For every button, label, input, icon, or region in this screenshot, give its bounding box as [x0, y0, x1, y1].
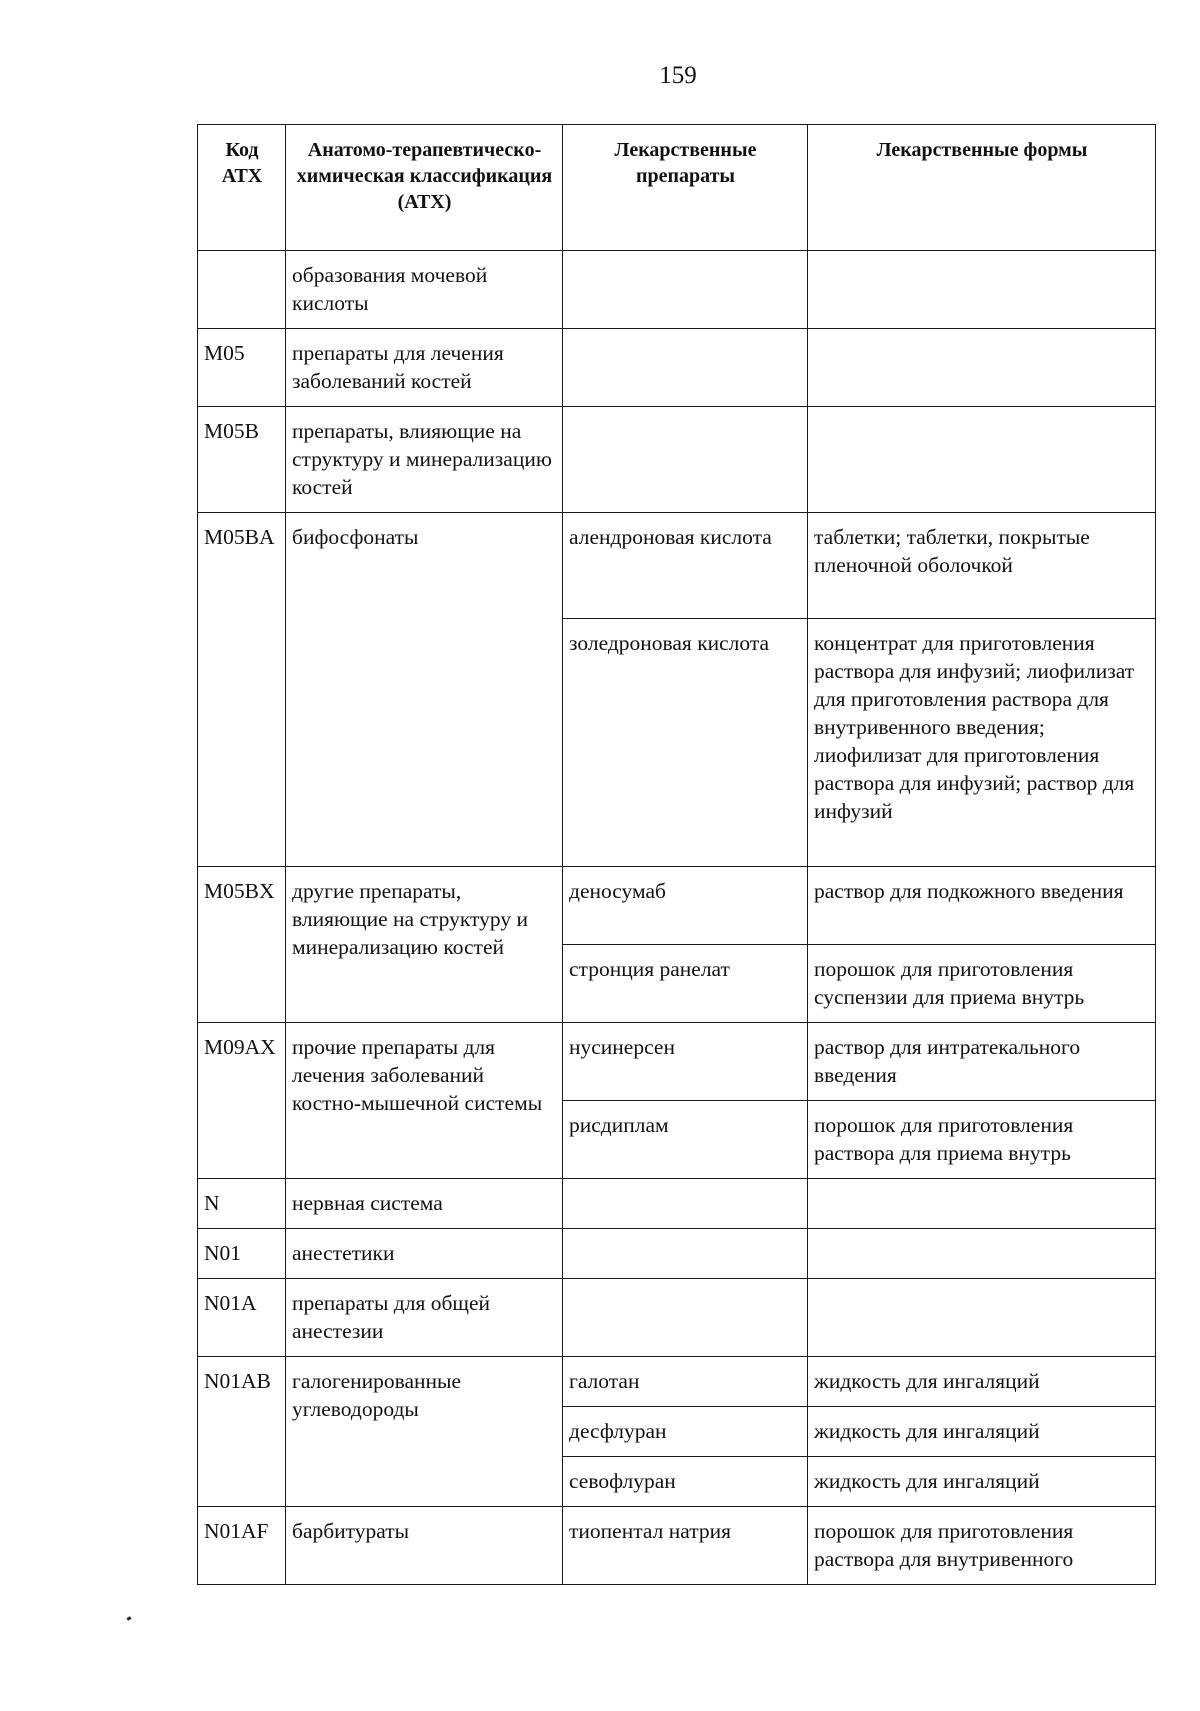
cell-drugs: деносумаб [563, 867, 808, 945]
table-row [198, 251, 1156, 329]
cell-forms: раствор для подкожного введения [808, 867, 1156, 945]
cell-classification: препараты, влияющие на структуру и минерализацию костей [286, 407, 563, 513]
scan-artifact-mark [127, 1616, 132, 1621]
header-code: Код АТХ [198, 125, 286, 251]
cell-forms [808, 1279, 1156, 1357]
cell-code: N01AB [198, 1357, 286, 1507]
cell-forms: жидкость для ингаляций [808, 1357, 1156, 1407]
cell-drugs: севофлуран [563, 1457, 808, 1507]
cell-classification: нервная система [286, 1179, 563, 1229]
cell-forms: порошок для приготовления суспензии для приема внутрь [808, 945, 1156, 1023]
table-row [198, 1229, 1156, 1279]
cell-drugs [563, 1279, 808, 1357]
cell-drugs: алендроновая кислота [563, 513, 808, 619]
header-drugs: Лекарственные препараты [563, 125, 808, 251]
cell-forms: жидкость для ингаляций [808, 1457, 1156, 1507]
cell-forms: жидкость для ингаляций [808, 1407, 1156, 1457]
table-row [198, 513, 1156, 619]
cell-classification: галогенированные углеводороды [286, 1357, 563, 1507]
table-row [198, 329, 1156, 407]
table-row [198, 1357, 1156, 1407]
cell-code: M05B [198, 407, 286, 513]
cell-forms [808, 1179, 1156, 1229]
table-row [198, 1179, 1156, 1229]
cell-drugs: десфлуран [563, 1407, 808, 1457]
cell-code: M05BX [198, 867, 286, 1023]
cell-forms [808, 251, 1156, 329]
cell-forms: раствор для интратекального введения [808, 1023, 1156, 1101]
cell-drugs [563, 329, 808, 407]
cell-drugs [563, 407, 808, 513]
cell-code: M05 [198, 329, 286, 407]
cell-drugs: галотан [563, 1357, 808, 1407]
cell-code [198, 251, 286, 329]
table-row [198, 1279, 1156, 1357]
cell-forms: концентрат для приготовления раствора для инфузий; лиофилизат для приготовления раствора для внутривенного введения; лиофилизат для приготовления раствора для инфузий; раствор для инфузий [808, 619, 1156, 867]
cell-forms [808, 1229, 1156, 1279]
table-row [198, 407, 1156, 513]
cell-drugs [563, 1229, 808, 1279]
cell-forms: порошок для приготовления раствора для внутривенного [808, 1507, 1156, 1585]
cell-forms: таблетки; таблетки, покрытые пленочной оболочкой [808, 513, 1156, 619]
cell-drugs: рисдиплам [563, 1101, 808, 1179]
cell-drugs [563, 251, 808, 329]
cell-classification: бифосфонаты [286, 513, 563, 867]
cell-classification: барбитураты [286, 1507, 563, 1585]
cell-classification: прочие препараты для лечения заболеваний костно-мышечной системы [286, 1023, 563, 1179]
cell-classification: другие препараты, влияющие на структуру и минерализацию костей [286, 867, 563, 1023]
page-number: 159 [659, 62, 697, 89]
cell-forms [808, 329, 1156, 407]
cell-drugs: нусинерсен [563, 1023, 808, 1101]
cell-forms [808, 407, 1156, 513]
cell-classification: образования мочевой кислоты [286, 251, 563, 329]
cell-code: N [198, 1179, 286, 1229]
cell-code: N01 [198, 1229, 286, 1279]
table-header-row [198, 125, 1156, 251]
cell-drugs: тиопентал натрия [563, 1507, 808, 1585]
header-forms: Лекарственные формы [808, 125, 1156, 251]
cell-classification: анестетики [286, 1229, 563, 1279]
table-row [198, 1023, 1156, 1101]
cell-code: M09AX [198, 1023, 286, 1179]
table-row [198, 1507, 1156, 1585]
cell-classification: препараты для общей анестезии [286, 1279, 563, 1357]
header-classification: Анатомо-терапевтическо-химическая классификация (АТХ) [286, 125, 563, 251]
cell-code: N01A [198, 1279, 286, 1357]
cell-drugs [563, 1179, 808, 1229]
cell-code: M05BA [198, 513, 286, 867]
cell-drugs: золедроновая кислота [563, 619, 808, 867]
cell-code: N01AF [198, 1507, 286, 1585]
table-row [198, 867, 1156, 945]
cell-classification: препараты для лечения заболеваний костей [286, 329, 563, 407]
cell-forms: порошок для приготовления раствора для приема внутрь [808, 1101, 1156, 1179]
atx-table [197, 124, 1156, 1585]
cell-drugs: стронция ранелат [563, 945, 808, 1023]
